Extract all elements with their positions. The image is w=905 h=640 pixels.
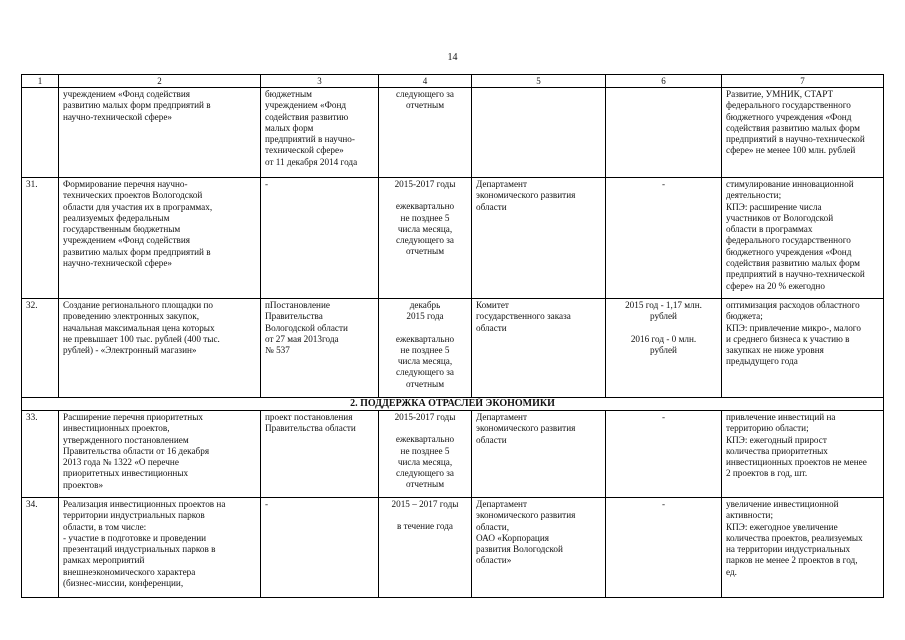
cell-line: развития Вологодской (476, 544, 563, 555)
cell-line: технических проектов Вологодской (63, 190, 203, 201)
cell-line (383, 423, 467, 434)
cell-line: области (476, 434, 507, 445)
row-number: 31. (22, 178, 59, 299)
section-row (22, 398, 884, 411)
cell-line: ОАО «Корпорация (476, 532, 549, 543)
cell-line: следующего за (395, 367, 455, 378)
cell-line: области для участия их в программах, (63, 201, 213, 212)
cell-line: - (265, 179, 269, 189)
cell-line: инвестиционных проектов, (63, 423, 170, 434)
cell-line: государственного заказа (476, 311, 571, 322)
cell-line: (бизнес-миссии, конференции, (63, 578, 184, 589)
cell-line: области, (476, 521, 510, 532)
cell-line: не превышает 100 тыс. рублей (400 тыс. (63, 333, 220, 344)
cell-line: развитию малых форм предприятий в (63, 100, 211, 111)
cell-line: федерального государственного (726, 100, 851, 111)
column-header: 7 (722, 75, 884, 88)
cell-col4 (379, 299, 472, 398)
cell-line: бюджетным (265, 89, 312, 99)
cell-col5 (472, 178, 606, 299)
cell-line: экономического развития (476, 423, 576, 434)
cell-line: активности; (726, 510, 773, 521)
cell-line: числа месяца, (397, 223, 453, 234)
cell-col2 (59, 88, 261, 178)
cell-line: Вологодской области (265, 322, 348, 333)
cell-line: бюджета; (726, 311, 763, 322)
row-number: 34. (22, 498, 59, 598)
cell-col3 (261, 299, 379, 398)
cell-line: федерального государственного (726, 235, 851, 246)
table-row (22, 498, 884, 598)
cell-line: 2013 года № 1322 «О перечне (63, 457, 179, 468)
cell-line: следующего за (395, 235, 455, 246)
cell-line: предприятий в научно-технической (726, 134, 865, 145)
cell-line: реализуемых федеральным (63, 212, 170, 223)
cell-line: числа месяца, (397, 456, 453, 467)
cell-line: проект постановления (265, 412, 353, 422)
cell-line (610, 323, 717, 334)
cell-line: 2015 – 2017 годы (391, 499, 459, 509)
cell-line: от 27 мая 2013года (265, 333, 339, 344)
cell-col7 (722, 178, 884, 299)
cell-line: количества проектов, реализуемых (726, 532, 863, 543)
cell-line: не позднее 5 (400, 445, 450, 456)
cell-line: Департамент (476, 412, 527, 422)
cell-line: Расширение перечня приоритетных (63, 412, 203, 422)
cell-line: проектов» (63, 479, 104, 490)
cell-line: научно-технической сфере» (63, 111, 173, 122)
section-title: 2. ПОДДЕРЖКА ОТРАСЛЕЙ ЭКОНОМИКИ (22, 398, 884, 411)
cell-line: № 537 (265, 345, 290, 356)
cell-line: предприятий в научно-технической (726, 269, 865, 280)
cell-line: 2 проектов в год, шт. (726, 468, 808, 479)
cell-line: КПЭ: привлечение микро-, малого (726, 322, 861, 333)
column-header: 5 (472, 75, 606, 88)
cell-line: территорию области; (726, 423, 809, 434)
cell-col5 (472, 88, 606, 178)
cell-col6 (606, 498, 722, 598)
table-row (22, 411, 884, 498)
row-number: 33. (22, 411, 59, 498)
column-header: 1 (22, 75, 59, 88)
cell-line: учреждением «Фонд содействия (63, 89, 190, 99)
cell-line: не позднее 5 (400, 212, 450, 223)
cell-col2 (59, 299, 261, 398)
cell-line: области (476, 322, 507, 333)
column-header: 2 (59, 75, 261, 88)
cell-line: количества приоритетных (726, 445, 828, 456)
cell-line: развитию малых форм предприятий в (63, 246, 211, 257)
cell-col4 (379, 88, 472, 178)
cell-line: ежеквартально (395, 434, 455, 445)
cell-line: Формирование перечня научно- (63, 179, 188, 189)
cell-line: области в программах (726, 224, 813, 235)
cell-line: презентаций индустриальных парков в (63, 544, 216, 555)
cell-line: декабрь (409, 300, 441, 310)
cell-col5 (472, 411, 606, 498)
cell-line: КПЭ: ежегодное увеличение (726, 521, 838, 532)
cell-col3 (261, 498, 379, 598)
cell-col2 (59, 178, 261, 299)
cell-line: отчетным (405, 100, 445, 111)
cell-line: научно-технической сфере» (63, 258, 173, 269)
cell-line (383, 190, 467, 201)
cell-line: рублей (650, 344, 677, 355)
cell-line: Развитие, УМНИК, СТАРТ (726, 89, 834, 99)
cell-line: рамках мероприятий (63, 555, 145, 566)
column-header-row (22, 75, 884, 88)
table-row (22, 178, 884, 299)
cell-line: - (661, 179, 666, 189)
cell-line: государственным бюджетным (63, 224, 181, 235)
cell-line: 2015 год - 1,17 млн. (625, 300, 702, 310)
cell-line: отчетным (405, 246, 445, 257)
cell-line: содействия развитию (265, 111, 349, 122)
cell-col6 (606, 299, 722, 398)
cell-line: ежеквартально (395, 201, 455, 212)
cell-line: следующего за (395, 89, 455, 99)
cell-line: увеличение инвестиционной (726, 499, 839, 509)
cell-col7 (722, 299, 884, 398)
cell-line: начальная максимальная цена которых (63, 322, 215, 333)
cell-line: инвестиционных проектов не менее (726, 457, 867, 468)
cell-line: содействия развитию малых форм (726, 122, 860, 133)
cell-line: следующего за (395, 468, 455, 479)
cell-col5 (472, 498, 606, 598)
cell-line: - (661, 412, 666, 422)
cell-line: отчетным (405, 479, 445, 490)
cell-line: технической сфере» (265, 145, 344, 156)
cell-line: - (265, 499, 269, 509)
column-header: 3 (261, 75, 379, 88)
column-header: 6 (606, 75, 722, 88)
cell-line: содействия развитию малых форм (726, 258, 860, 269)
cell-col7 (722, 498, 884, 598)
cell-col5 (472, 299, 606, 398)
cell-line: на территории индустриальных (726, 544, 851, 555)
cell-line: приоритетных инвестиционных (63, 468, 189, 479)
cell-line: участников от Вологодской (726, 212, 834, 223)
cell-line: проведению электронных закупок, (63, 311, 199, 322)
cell-col4 (379, 411, 472, 498)
cell-line: предыдущего года (726, 356, 798, 367)
cell-col3 (261, 88, 379, 178)
action-plan-table (21, 74, 884, 598)
page-number: 14 (447, 52, 458, 63)
cell-line: 2015 года (406, 311, 444, 322)
cell-col2 (59, 498, 261, 598)
cell-line: парков не менее 2 проектов в год, (726, 555, 858, 566)
cell-line: числа месяца, (397, 356, 453, 367)
cell-line: учреждением «Фонд (265, 100, 347, 111)
cell-line: от 11 декабря 2014 года (265, 156, 358, 167)
cell-line: бюджетного учреждения «Фонд (726, 246, 852, 257)
cell-line: ед. (726, 566, 737, 577)
cell-line (383, 323, 467, 334)
cell-line: пПостановление (265, 300, 330, 310)
cell-line: малых форм (265, 122, 314, 133)
cell-line: не позднее 5 (400, 344, 450, 355)
cell-line: КПЭ: ежегодный прирост (726, 434, 827, 445)
cell-line: области (476, 201, 507, 212)
cell-line: области» (476, 555, 512, 566)
cell-line: стимулирование инновационной (726, 179, 854, 189)
cell-line: закупках не ниже уровня (726, 345, 824, 356)
cell-line: Департамент (476, 499, 527, 509)
cell-line: бюджетного учреждения «Фонд (726, 111, 852, 122)
cell-line: Комитет (476, 300, 509, 310)
cell-line: предприятий в научно- (265, 134, 355, 145)
cell-line: отчетным (405, 378, 445, 389)
column-header: 4 (379, 75, 472, 88)
cell-line: Правительства области от 16 декабря (63, 445, 210, 456)
cell-line: ежеквартально (395, 333, 455, 344)
cell-line: 2015-2017 годы (394, 412, 456, 422)
cell-line: КПЭ: расширение числа (726, 201, 822, 212)
cell-line (383, 510, 467, 521)
cell-line: - (661, 499, 666, 509)
cell-line: деятельности; (726, 190, 782, 201)
cell-col4 (379, 178, 472, 299)
cell-line: Правительства области (265, 423, 356, 434)
cell-col7 (722, 411, 884, 498)
cell-line: и среднего бизнеса к участию в (726, 333, 850, 344)
cell-line: экономического развития (476, 190, 576, 201)
cell-line: рублей) - «Электронный магазин» (63, 345, 197, 356)
cell-line: оптимизация расходов областного (726, 300, 860, 310)
row-number (22, 88, 59, 178)
cell-col3 (261, 178, 379, 299)
cell-col6 (606, 88, 722, 178)
cell-col7 (722, 88, 884, 178)
table-row (22, 299, 884, 398)
cell-line: привлечение инвестиций на (726, 412, 836, 422)
cell-line: внешнеэкономического характера (63, 566, 196, 577)
cell-line: - участие в подготовке и проведении (63, 532, 207, 543)
cell-line: Создание регионального площадки по (63, 300, 213, 310)
cell-line: 2015-2017 годы (394, 179, 456, 189)
table-row (22, 88, 884, 178)
cell-line: утвержденного постановлением (63, 434, 189, 445)
cell-line: Реализация инвестиционных проектов на (63, 499, 226, 509)
cell-col6 (606, 411, 722, 498)
cell-col4 (379, 498, 472, 598)
cell-line: Правительства (265, 311, 323, 322)
cell-line: сфере» не менее 100 млн. рублей (726, 145, 856, 156)
cell-col2 (59, 411, 261, 498)
cell-line: 2016 год - 0 млн. (630, 333, 697, 344)
cell-line: сфере» на 20 % ежегодно (726, 280, 825, 291)
cell-line: экономического развития (476, 510, 576, 521)
cell-line: территории индустриальных парков (63, 510, 205, 521)
cell-line: в течение года (396, 521, 454, 532)
cell-col3 (261, 411, 379, 498)
cell-line: области, в том числе: (63, 521, 147, 532)
cell-line: рублей (650, 311, 677, 322)
cell-line: учреждением «Фонд содействия (63, 235, 190, 246)
cell-line: Департамент (476, 179, 527, 189)
cell-col6 (606, 178, 722, 299)
row-number: 32. (22, 299, 59, 398)
